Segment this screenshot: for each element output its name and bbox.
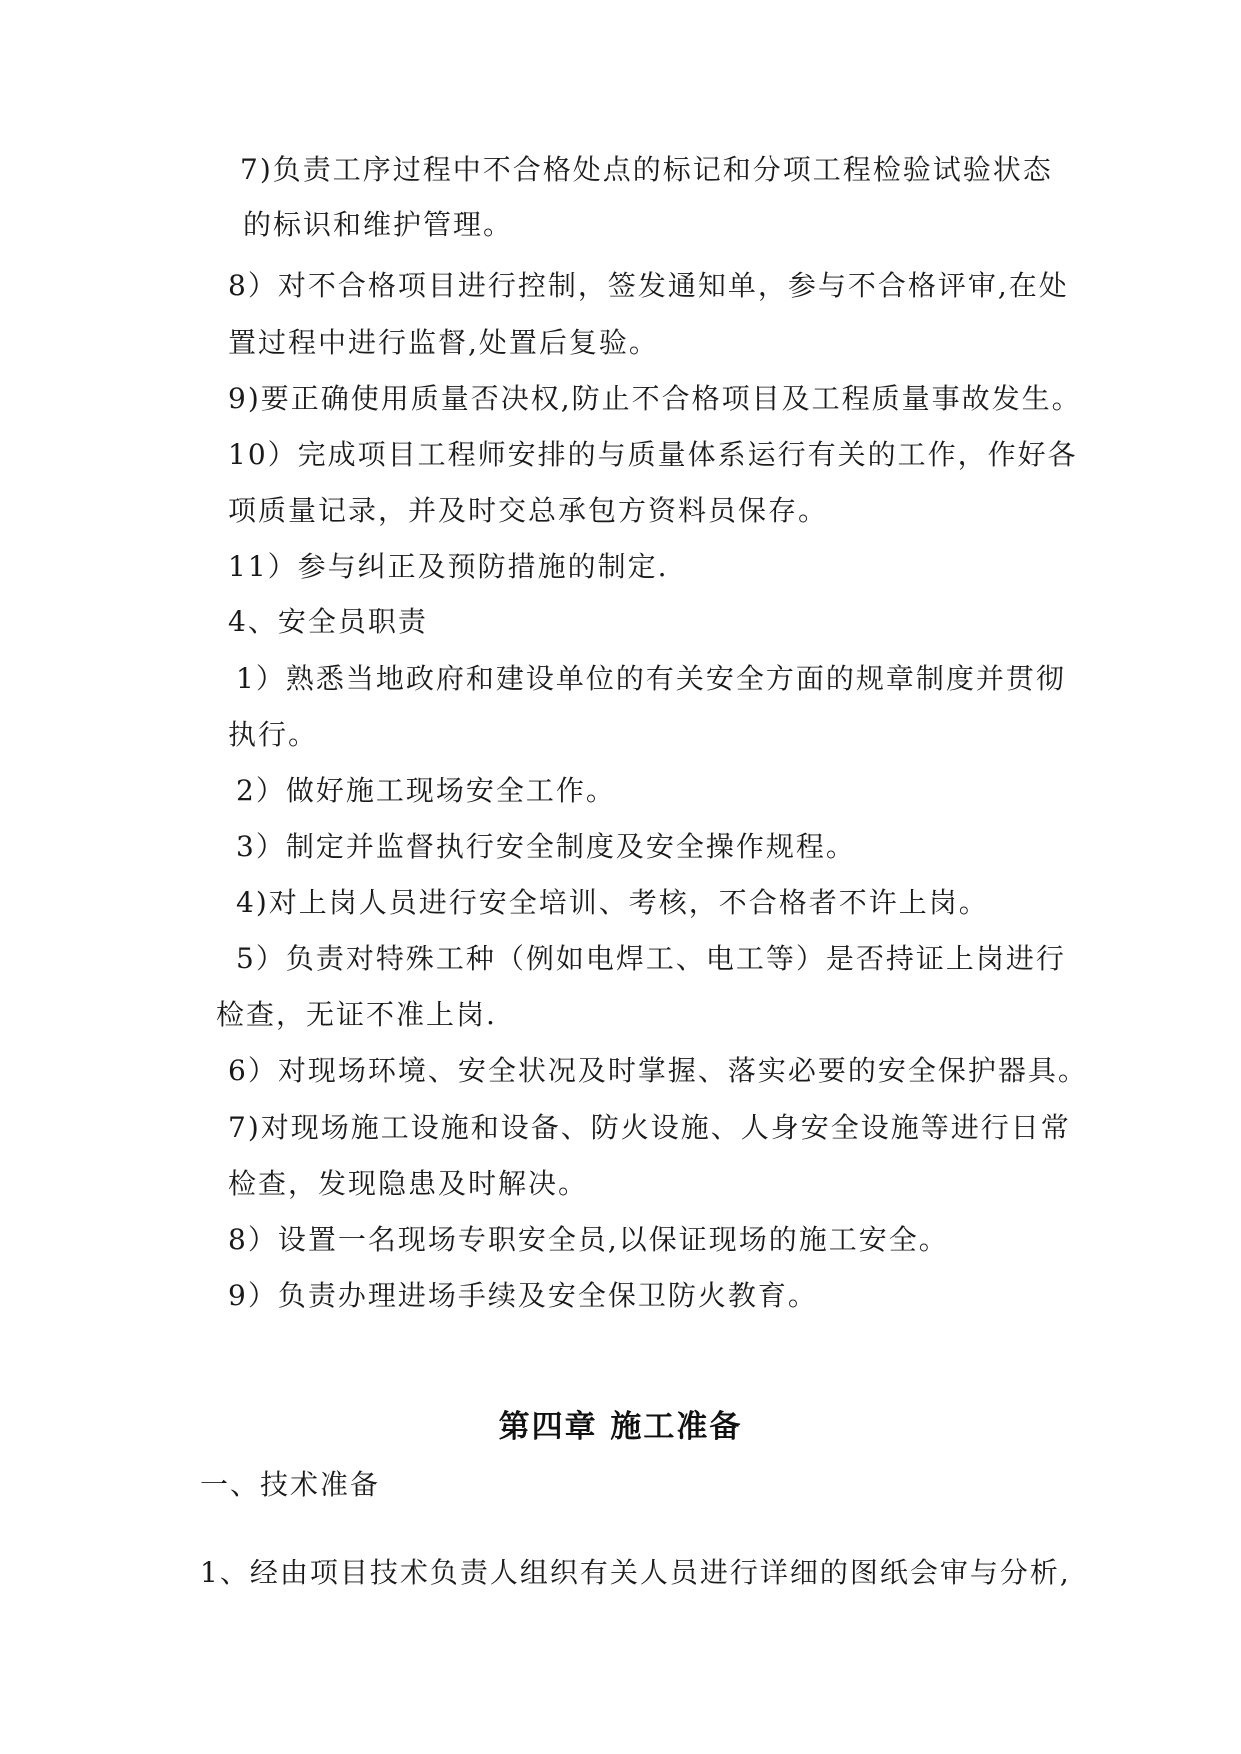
qi-item8-line2: 置过程中进行监督,处置后复验。 bbox=[228, 326, 659, 359]
qi-item10-line2: 项质量记录，并及时交总承包方资料员保存。 bbox=[228, 494, 829, 527]
so-item1-line2: 执行。 bbox=[228, 718, 319, 751]
section-technical-preparation: 一、技术准备 bbox=[200, 1468, 381, 1501]
safety-officer-title: 4、安全员职责 bbox=[228, 605, 428, 638]
chapter-para1-line1: 1、经由项目技术负责人组织有关人员进行详细的图纸会审与分析, bbox=[200, 1556, 1071, 1589]
so-item7-line1: 7)对现场施工设施和设备、防火设施、人身安全设施等进行日常 bbox=[228, 1111, 1071, 1144]
qi-item11: 11）参与纠正及预防措施的制定. bbox=[228, 550, 669, 583]
so-item6: 6）对现场环境、安全状况及时掌握、落实必要的安全保护器具。 bbox=[228, 1054, 1088, 1087]
so-item3: 3）制定并监督执行安全制度及安全操作规程。 bbox=[236, 830, 856, 863]
so-item5-line1: 5）负责对特殊工种（例如电焊工、电工等）是否持证上岗进行 bbox=[236, 942, 1066, 975]
qi-item8-line1: 8）对不合格项目进行控制，签发通知单，参与不合格评审,在处 bbox=[228, 269, 1069, 302]
qi-item9: 9)要正确使用质量否决权,防止不合格项目及工程质量事故发生。 bbox=[228, 382, 1082, 415]
so-item4: 4)对上岗人员进行安全培训、考核，不合格者不许上岗。 bbox=[236, 886, 989, 919]
so-item9: 9）负责办理进场手续及安全保卫防火教育。 bbox=[228, 1279, 818, 1312]
so-item7-line2: 检查，发现隐患及时解决。 bbox=[228, 1167, 589, 1200]
so-item5-line2: 检查，无证不准上岗. bbox=[216, 998, 497, 1031]
chapter-heading: 第四章 施工准备 bbox=[498, 1409, 743, 1445]
so-item2: 2）做好施工现场安全工作。 bbox=[236, 774, 616, 807]
qi-item7-line2: 的标识和维护管理。 bbox=[243, 208, 514, 241]
qi-item10-line1: 10）完成项目工程师安排的与质量体系运行有关的工作，作好各 bbox=[228, 438, 1078, 471]
qi-item7-line1: 7)负责工序过程中不合格处点的标记和分项工程检验试验状态 bbox=[240, 153, 1053, 186]
so-item8: 8）设置一名现场专职安全员,以保证现场的施工安全。 bbox=[228, 1223, 949, 1256]
so-item1-line1: 1）熟悉当地政府和建设单位的有关安全方面的规章制度并贯彻 bbox=[236, 662, 1066, 695]
